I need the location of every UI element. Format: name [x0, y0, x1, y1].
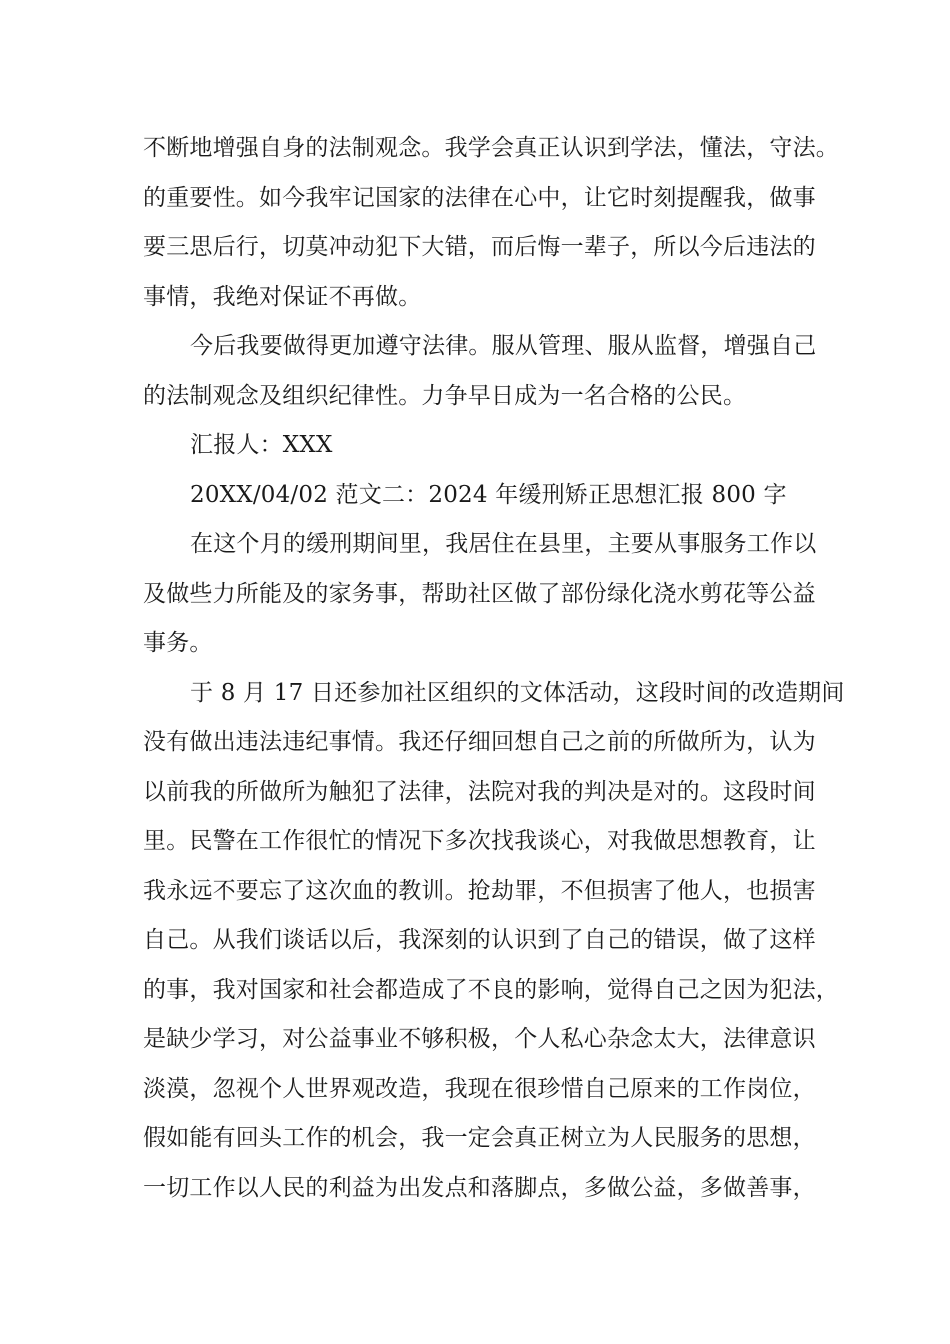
paragraph-line: 没有做出违法违纪事情。我还仔细回想自己之前的所做所为，认为	[143, 729, 816, 755]
paragraph-line: 事务。	[143, 630, 213, 656]
date-title-line: 20XX/04/02 范文二：2024 年缓刑矫正思想汇报 800 字	[190, 481, 787, 508]
paragraph-line: 里。民警在工作很忙的情况下多次找我谈心，对我做思想教育，让	[143, 828, 816, 854]
paragraph-line: 不断地增强自身的法制观念。我学会真正认识到学法，懂法，守法。	[143, 135, 839, 161]
paragraph-line: 的法制观念及组织纪律性。力争早日成为一名合格的公民。	[143, 382, 747, 409]
paragraph-line: 及做些力所能及的家务事，帮助社区做了部份绿化浇水剪花等公益	[143, 580, 816, 607]
document-body	[143, 124, 843, 1213]
paragraph-line: 以前我的所做所为触犯了法律，法院对我的判决是对的。这段时间	[143, 778, 816, 805]
paragraph-line: 事情，我绝对保证不再做。	[143, 283, 422, 310]
paragraph-line: 淡漠，忽视个人世界观改造，我现在很珍惜自己原来的工作岗位，	[143, 1075, 816, 1102]
paragraph-line: 在这个月的缓刑期间里，我居住在县里，主要从事服务工作以	[190, 531, 817, 557]
paragraph-line: 要三思后行，切莫冲动犯下大错，而后悔一辈子，所以今后违法的	[143, 234, 816, 260]
paragraph-line: 今后我要做得更加遵守法律。服从管理、服从监督，增强自己	[190, 333, 817, 359]
paragraph-line: 假如能有回头工作的机会，我一定会真正树立为人民服务的思想，	[143, 1125, 816, 1151]
paragraph-line: 的事，我对国家和社会都造成了不良的影响，觉得自己之因为犯法，	[143, 976, 839, 1003]
paragraph-line: 是缺少学习，对公益事业不够积极，个人私心杂念太大，法律意识	[143, 1026, 816, 1052]
paragraph-line: 自己。从我们谈话以后，我深刻的认识到了自己的错误，做了这样	[143, 927, 816, 953]
paragraph-line: 一切工作以人民的利益为出发点和落脚点，多做公益，多做善事，	[143, 1174, 816, 1201]
reporter-line: 汇报人：XXX	[190, 432, 333, 458]
paragraph-line: 的重要性。如今我牢记国家的法律在心中，让它时刻提醒我，做事	[143, 184, 816, 211]
paragraph-line: 于 8 月 17 日还参加社区组织的文体活动，这段时间的改造期间	[190, 679, 845, 706]
paragraph-line: 我永远不要忘了这次血的教训。抢劫罪，不但损害了他人，也损害	[143, 877, 816, 904]
